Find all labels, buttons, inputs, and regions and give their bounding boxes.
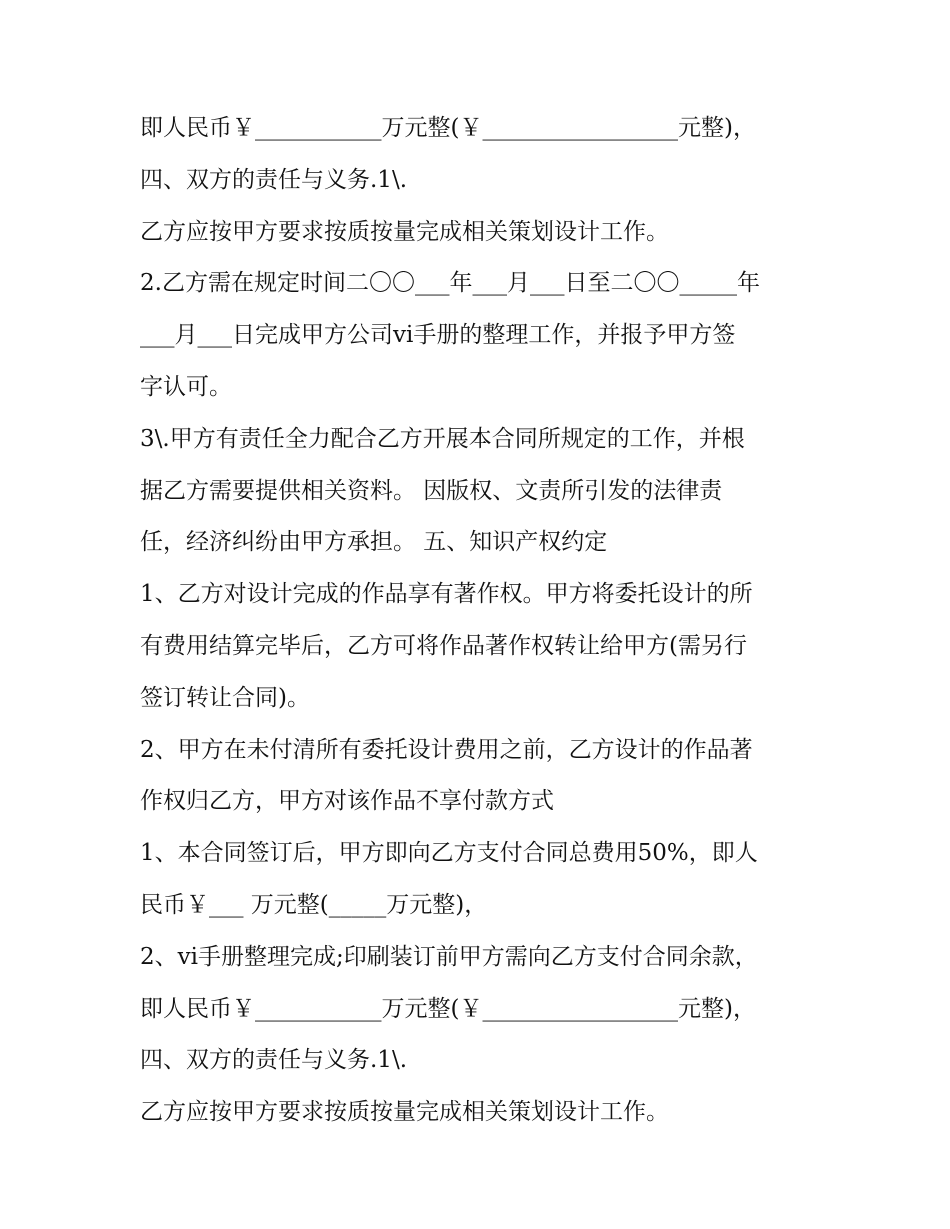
- text-line: 据乙方需要提供相关资料。 因版权、文责所引发的法律责: [140, 477, 723, 504]
- text-line: 签订转让合同)。: [140, 684, 310, 711]
- text-line: 2.乙方需在规定时间二〇〇___年___月___日至二〇〇_____年: [140, 270, 760, 297]
- text-line: 四、双方的责任与义务.1\.: [140, 166, 408, 193]
- text-line: 民币￥___ 万元整(_____万元整)，: [140, 891, 488, 918]
- text-line: 作权归乙方，甲方对该作品不享付款方式: [140, 788, 554, 815]
- text-line: 字认可。: [140, 373, 232, 400]
- text-line: 有费用结算完毕后，乙方可将作品著作权转让给甲方(需另行: [140, 632, 747, 659]
- text-line: 乙方应按甲方要求按质按量完成相关策划设计工作。: [140, 218, 669, 245]
- text-line: 即人民币￥___________万元整(￥_________________元整)，: [140, 115, 756, 141]
- text-line: 四、双方的责任与义务.1\.: [140, 1047, 408, 1074]
- text-line: 1、乙方对设计完成的作品享有著作权。甲方将委托设计的所: [140, 581, 753, 608]
- text-line: 任，经济纠纷由甲方承担。 五、知识产权约定: [140, 529, 608, 556]
- text-line: 2、vi手册整理完成;印刷装订前甲方需向乙方支付合同余款，: [140, 943, 758, 970]
- text-line: 即人民币￥___________万元整(￥_________________元整)，: [140, 995, 756, 1022]
- text-line: 1、本合同签订后，甲方即向乙方支付合同总费用50%，即人: [140, 840, 758, 867]
- text-line: 乙方应按甲方要求按质按量完成相关策划设计工作。: [140, 1099, 669, 1126]
- text-line: 2、甲方在未付清所有委托设计费用之前，乙方设计的作品著: [140, 736, 753, 763]
- text-line: 3\.甲方有责任全力配合乙方开展本合同所规定的工作，并根: [140, 425, 745, 452]
- text-line: ___月___日完成甲方公司vi手册的整理工作，并报予甲方签: [140, 322, 736, 349]
- contract-text: [140, 103, 812, 1139]
